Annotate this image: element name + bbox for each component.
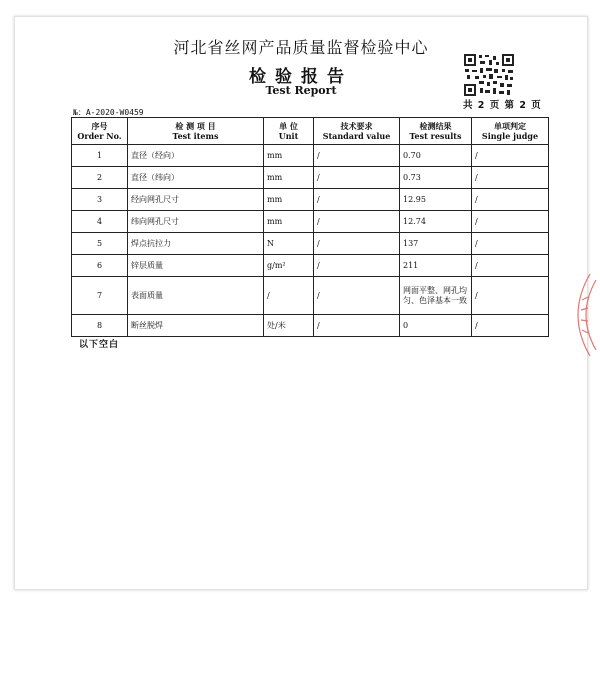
cell-result: 12.95: [400, 189, 472, 211]
organization-name: 河北省丝网产品质量监督检验中心: [173, 38, 429, 57]
cell-result: 12.74: [400, 211, 472, 233]
cell-standard: /: [314, 189, 400, 211]
cell-order-no: 3: [72, 189, 128, 211]
col-standard-value: 技术要求 Standard value: [314, 118, 400, 145]
cell-order-no: 1: [72, 145, 128, 167]
table-row: [72, 233, 549, 255]
cell-result: 0.73: [400, 167, 472, 189]
cell-unit: /: [264, 277, 314, 315]
cell-standard: /: [314, 255, 400, 277]
cell-judge: /: [472, 233, 549, 255]
cell-order-no: 4: [72, 211, 128, 233]
table-row: [72, 167, 549, 189]
cell-standard: /: [314, 315, 400, 337]
red-seal-stamp: [560, 270, 600, 360]
qr-code-icon: [463, 53, 515, 97]
blank-below-note: 以下空白: [79, 340, 120, 350]
cell-test-item: 断丝脱焊: [128, 315, 264, 337]
cell-result: 211: [400, 255, 472, 277]
table-row: [72, 277, 549, 315]
cell-test-item: 表面质量: [128, 277, 264, 315]
cell-standard: /: [314, 145, 400, 167]
cell-standard: /: [314, 277, 400, 315]
page-count: 共 2 页 第 2 页: [463, 100, 542, 111]
cell-test-item: 直径（纬向）: [128, 167, 264, 189]
cell-test-item: 纬向网孔尺寸: [128, 211, 264, 233]
cell-result: 137: [400, 233, 472, 255]
cell-result: 0: [400, 315, 472, 337]
cell-judge: /: [472, 277, 549, 315]
cell-unit: mm: [264, 211, 314, 233]
cell-result: 网面平整、网孔均匀、色泽基本一致: [400, 277, 472, 315]
col-single-judge: 单项判定 Single judge: [472, 118, 549, 145]
cell-order-no: 5: [72, 233, 128, 255]
report-number: №：A-2020-W0459: [73, 108, 144, 117]
table-header-row: [72, 118, 549, 145]
cell-judge: /: [472, 189, 549, 211]
cell-standard: /: [314, 233, 400, 255]
cell-unit: 处/米: [264, 315, 314, 337]
col-test-items: 检 测 项 目 Test items: [128, 118, 264, 145]
table-row: [72, 315, 549, 337]
report-title-zh: 检验报告: [249, 67, 353, 87]
cell-judge: /: [472, 255, 549, 277]
cell-standard: /: [314, 211, 400, 233]
cell-order-no: 6: [72, 255, 128, 277]
cell-judge: /: [472, 167, 549, 189]
col-unit: 单 位 Unit: [264, 118, 314, 145]
cell-judge: /: [472, 145, 549, 167]
cell-unit: mm: [264, 189, 314, 211]
cell-test-item: 经向网孔尺寸: [128, 189, 264, 211]
cell-test-item: 锌层质量: [128, 255, 264, 277]
table-row: [72, 145, 549, 167]
cell-order-no: 2: [72, 167, 128, 189]
table-row: [72, 255, 549, 277]
cell-unit: mm: [264, 145, 314, 167]
cell-test-item: 焊点抗拉力: [128, 233, 264, 255]
cell-result: 0.70: [400, 145, 472, 167]
cell-unit: g/m²: [264, 255, 314, 277]
cell-judge: /: [472, 211, 549, 233]
cell-order-no: 8: [72, 315, 128, 337]
col-test-results: 检测结果 Test results: [400, 118, 472, 145]
cell-standard: /: [314, 167, 400, 189]
cell-test-item: 直径（经向）: [128, 145, 264, 167]
table-row: [72, 211, 549, 233]
col-order-no: 序号 Order No.: [72, 118, 128, 145]
cell-order-no: 7: [72, 277, 128, 315]
report-sheet: [14, 16, 588, 590]
report-title-en: Test Report: [265, 84, 337, 97]
cell-unit: mm: [264, 167, 314, 189]
cell-unit: N: [264, 233, 314, 255]
cell-judge: /: [472, 315, 549, 337]
test-results-table: [71, 117, 549, 337]
table-row: [72, 189, 549, 211]
